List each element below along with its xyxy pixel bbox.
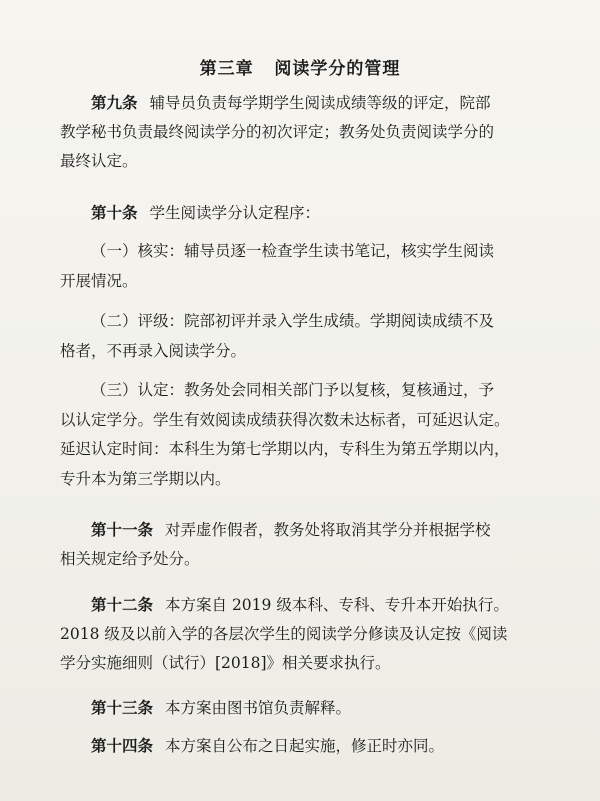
article-11-line-1: 第十一条 对弄虚作假者，教务处将取消其学分并根据学校	[91, 520, 491, 539]
article-9-line-1: 第九条 辅导员负责每学期学生阅读成绩等级的评定，院部	[91, 93, 491, 112]
procedure-1-line-1: （一）核实：辅导员逐一检查学生读书笔记，核实学生阅读	[91, 242, 495, 260]
chapter-title: 第三章 阅读学分的管理	[199, 59, 401, 79]
article-14	[60, 731, 540, 761]
article-9-number: 第九条	[91, 93, 138, 112]
procedure-3-line-3: 延迟认定时间：本科生为第七学期以内，专科生为第五学期以内，	[60, 440, 510, 458]
procedure-2-line-1: （二）评级：院部初评并录入学生成绩。学期阅读成绩不及	[91, 312, 495, 330]
article-10-line-1: 第十条 学生阅读学分认定程序：	[91, 203, 321, 222]
article-11-line-2: 相关规定给予处分。	[60, 549, 200, 568]
article-13-line-1: 第十三条 本方案由图书馆负责解释。	[91, 698, 352, 717]
article-11	[60, 515, 540, 574]
procedure-2	[60, 307, 540, 366]
article-12-number: 第十二条	[91, 595, 154, 614]
article-13-number: 第十三条	[91, 698, 154, 717]
article-9-line-3: 最终认定。	[60, 152, 138, 170]
article-9	[60, 88, 540, 177]
article-12	[60, 590, 540, 679]
article-12-line-1: 第十二条 本方案自 2019 级本科、专科、专升本开始执行。	[91, 595, 509, 614]
article-10	[60, 198, 540, 228]
procedure-3-line-2: 以认定学分。学生有效阅读成绩获得次数未达标者，可延迟认定。	[60, 410, 510, 429]
article-9-line-2: 教学秘书负责最终阅读学分的初次评定；教务处负责阅读学分的	[60, 122, 495, 141]
procedure-1-line-2: 开展情况。	[60, 271, 138, 290]
article-12-line-2: 2018 级及以前入学的各层次学生的阅读学分修读及认定按《阅读	[60, 624, 508, 643]
article-12-line-3: 学分实施细则（试行）[2018]》相关要求执行。	[60, 654, 391, 672]
article-13	[60, 693, 540, 723]
procedure-2-line-2: 格者，不再录入阅读学分。	[60, 341, 247, 360]
procedure-3-line-4: 专升本为第三学期以内。	[60, 469, 231, 488]
procedure-3-line-1: （三）认定：教务处会同相关部门予以复核，复核通过，予	[91, 381, 495, 399]
procedure-1	[60, 237, 540, 296]
article-14-line-1: 第十四条 本方案自公布之日起实施，修正时亦同。	[91, 736, 445, 755]
procedure-3	[60, 376, 540, 494]
article-11-number: 第十一条	[91, 520, 154, 539]
article-14-number: 第十四条	[91, 736, 154, 755]
article-10-number: 第十条	[91, 203, 138, 222]
